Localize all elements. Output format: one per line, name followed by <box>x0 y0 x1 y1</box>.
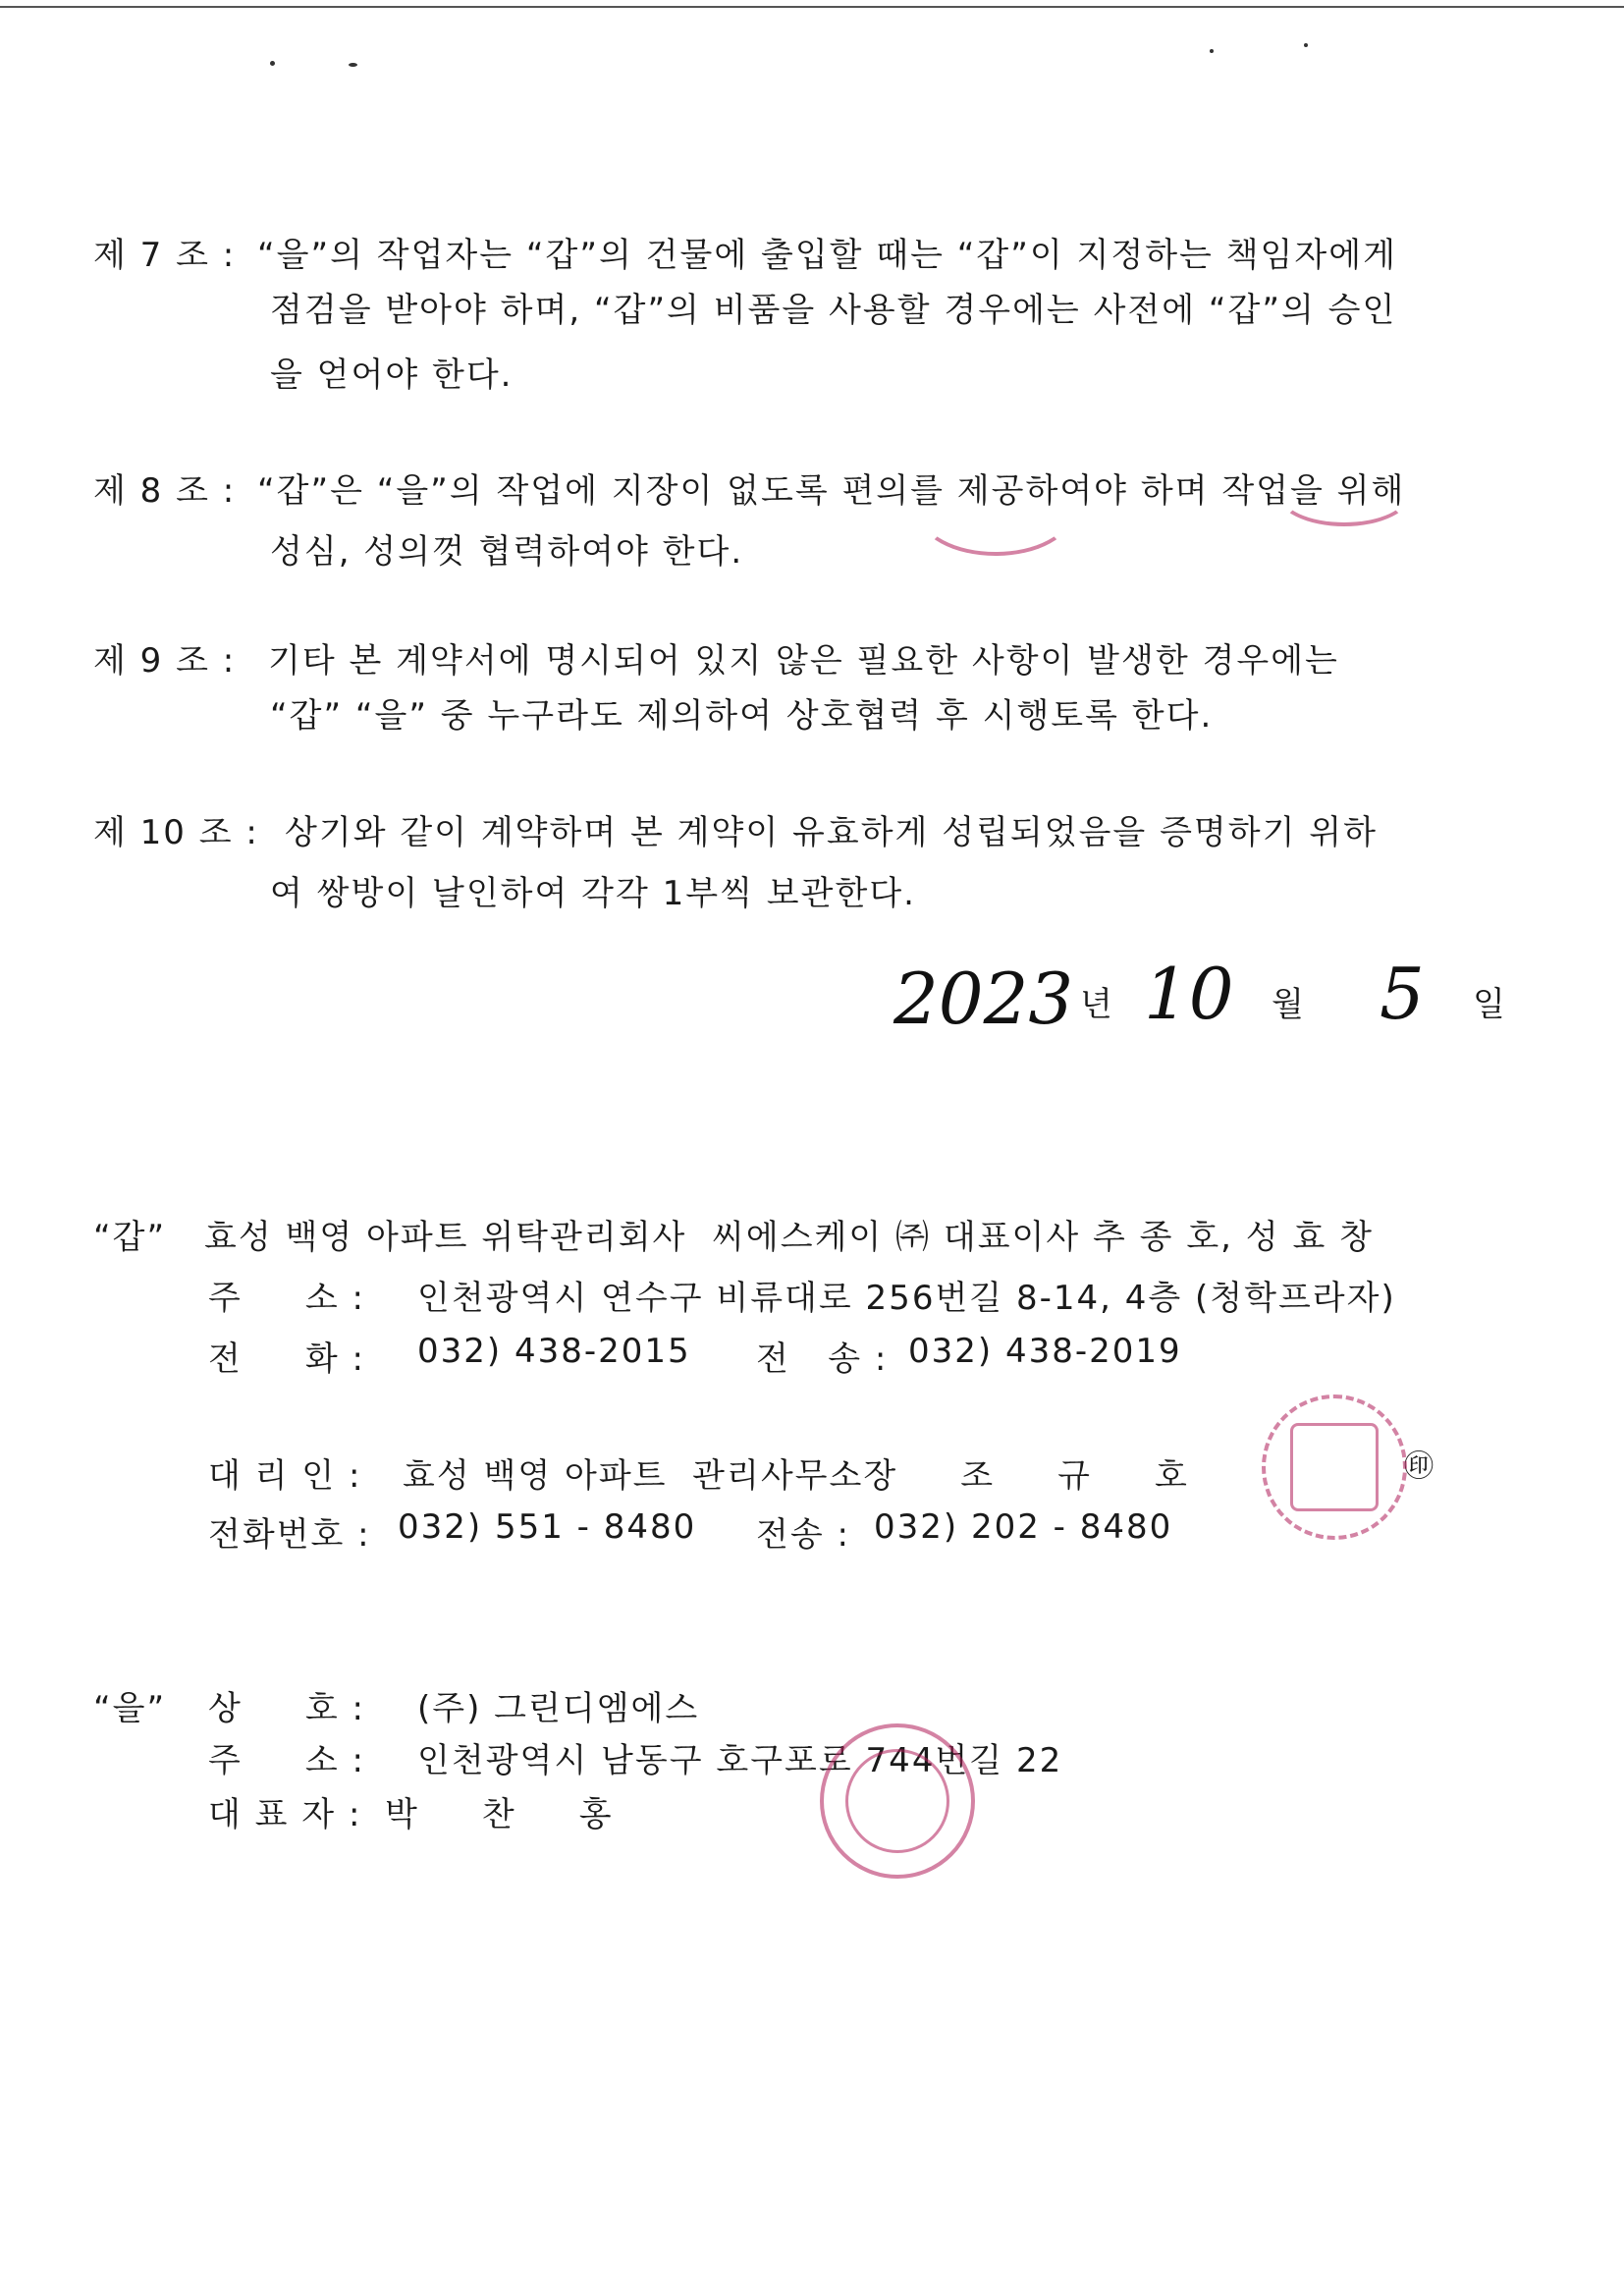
party-a-phone-label: 전 화 : <box>208 1339 365 1379</box>
party-a-address-label: 주 소 : <box>208 1279 365 1318</box>
party-b-rep: 박 찬 홍 <box>385 1795 614 1834</box>
party-b-tag: “을” <box>93 1689 167 1728</box>
party-b-address: 인천광역시 남동구 호구포로 744번길 22 <box>417 1741 1063 1780</box>
date-month: 10 <box>1144 953 1234 1035</box>
party-b-rep-label: 대 표 자 : <box>208 1795 362 1834</box>
article-line: “갑” “을” 중 누구라도 제의하여 상호협력 후 시행토록 한다. <box>270 696 1214 736</box>
article-line: “갑”은 “을”의 작업에 지장이 없도록 편의를 제공하여야 하며 작업을 위해 <box>257 471 1406 511</box>
date-year-unit: 년 <box>1080 985 1112 1024</box>
date-day-unit: 일 <box>1473 985 1505 1024</box>
seal-impression <box>1276 460 1412 526</box>
scan-speck <box>270 61 275 66</box>
party-a-seal-mark: ㊞ <box>1404 1449 1434 1484</box>
party-a-fax: 032) 438-2019 <box>908 1332 1182 1371</box>
scan-speck <box>1210 49 1214 53</box>
party-a-agent-fax-label: 전송 : <box>756 1515 850 1555</box>
party-a-agent-label: 대 리 인 : <box>208 1456 362 1496</box>
party-a-agent-phone: 032) 551 - 8480 <box>398 1507 697 1547</box>
article-label: 제 7 조 : <box>93 236 237 275</box>
article-line: 성심, 성의껏 협력하여야 한다. <box>270 532 744 572</box>
party-b-name-label: 상 호 : <box>208 1689 365 1728</box>
seal-impression <box>918 469 1073 556</box>
party-a-fax-label: 전 송 : <box>756 1339 889 1379</box>
party-a-agent-fax: 032) 202 - 8480 <box>874 1507 1173 1547</box>
party-a-tag: “갑” <box>93 1218 167 1257</box>
scan-speck <box>1304 43 1308 47</box>
article-line: 을 얻어야 한다. <box>270 355 514 395</box>
seal-stamp-party-a <box>1262 1394 1407 1540</box>
date-year: 2023 <box>893 957 1074 1040</box>
party-a-company: 효성 백영 아파트 위탁관리회사 씨에스케이 ㈜ 대표이사 추 종 호, 성 효 창 <box>204 1218 1374 1257</box>
article-label: 제 9 조 : <box>93 641 237 681</box>
article-label: 제 8 조 : <box>93 471 237 511</box>
article-label: 제 10 조 : <box>93 813 259 852</box>
party-a-agent-phone-label: 전화번호 : <box>208 1515 371 1555</box>
date-month-unit: 월 <box>1272 985 1304 1024</box>
party-a-phone: 032) 438-2015 <box>417 1332 691 1371</box>
date-day: 5 <box>1380 953 1425 1035</box>
article-line: “을”의 작업자는 “갑”의 건물에 출입할 때는 “갑”이 지정하는 책임자에게 <box>257 236 1397 275</box>
contract-date <box>884 953 1512 1046</box>
article-line: 여 쌍방이 날인하여 각각 1부씩 보관한다. <box>270 874 916 913</box>
party-a-agent: 효성 백영 아파트 관리사무소장 조 규 호 <box>403 1456 1189 1496</box>
party-a-address: 인천광역시 연수구 비류대로 256번길 8-14, 4층 (청학프라자) <box>417 1279 1396 1318</box>
article-line: 기타 본 계약서에 명시되어 있지 않은 필요한 사항이 발생한 경우에는 <box>268 641 1339 681</box>
article-line: 점검을 받아야 하며, “갑”의 비품을 사용할 경우에는 사전에 “갑”의 승인 <box>270 291 1397 330</box>
scan-top-edge <box>0 6 1624 8</box>
party-b-address-label: 주 소 : <box>208 1741 365 1780</box>
seal-stamp-party-b <box>820 1723 975 1879</box>
party-b-name: (주) 그린디엠에스 <box>417 1689 700 1728</box>
scan-speck <box>349 63 357 67</box>
article-line: 상기와 같이 계약하며 본 계약이 유효하게 성립되었음을 증명하기 위하 <box>285 813 1378 852</box>
